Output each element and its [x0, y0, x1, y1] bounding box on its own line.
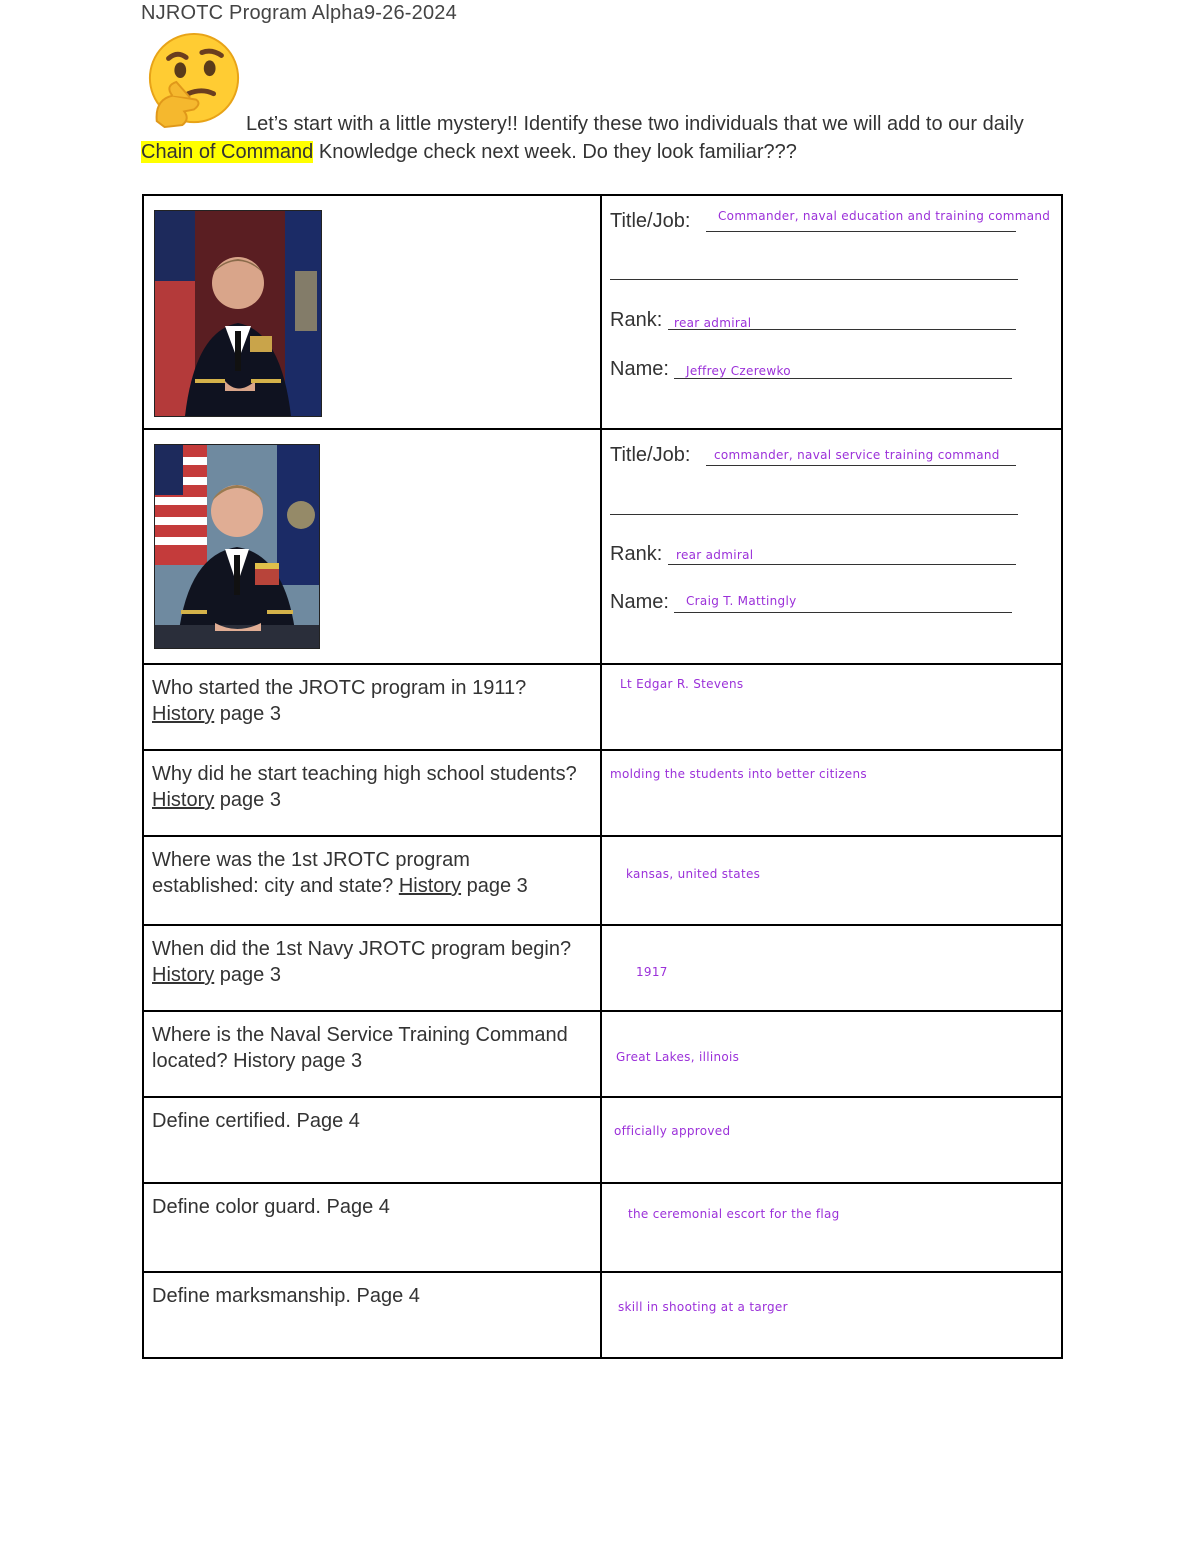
history-link[interactable]: History [398, 875, 462, 897]
officer-photo-1 [154, 210, 322, 417]
title-job-label: Title/Job: [610, 210, 691, 232]
intro-text-end: Knowledge check next week. Do they look familiar??? [313, 141, 797, 163]
history-link[interactable]: History [152, 789, 215, 811]
answer-text[interactable]: officially approved [614, 1124, 731, 1138]
officer-info-cell [601, 429, 1062, 664]
answer-text[interactable]: Lt Edgar R. Stevens [620, 677, 744, 691]
name-line [674, 378, 1012, 379]
intro-text: Let’s start with a little mystery!! Identify these two individuals that we will add to our daily [246, 113, 1024, 135]
question-row [143, 750, 1062, 836]
answer-text[interactable]: the ceremonial escort for the flag [628, 1207, 840, 1221]
answer-text[interactable]: Great Lakes, illinois [616, 1050, 740, 1064]
question-row [143, 836, 1062, 925]
officer-1-rank-answer[interactable]: rear admiral [674, 316, 752, 330]
question-row [143, 1272, 1062, 1358]
officer-row [143, 195, 1062, 429]
question-row [143, 1097, 1062, 1183]
title-job-line [706, 465, 1016, 466]
officer-info-cell [601, 195, 1062, 429]
officer-2-title-answer[interactable]: commander, naval service training command [714, 448, 1000, 462]
rank-field [610, 543, 662, 566]
name-line [674, 612, 1012, 613]
rank-field [610, 309, 662, 332]
title-job-label: Title/Job: [610, 444, 691, 466]
question-text: Why did he start teaching high school students? History page 3 [152, 763, 577, 811]
name-field [610, 591, 669, 614]
answer-text[interactable]: kansas, united states [626, 867, 761, 881]
officer-photo-cell [143, 429, 601, 664]
question-text: Who started the JROTC program in 1911? History page 3 [152, 677, 527, 725]
question-text: Define marksmanship. Page 4 [152, 1285, 420, 1307]
worksheet-table [142, 194, 1063, 1359]
question-text: Define color guard. Page 4 [152, 1196, 390, 1218]
officer-photo-cell [143, 195, 601, 429]
question-text: When did the 1st Navy JROTC program begin? History page 3 [152, 938, 572, 986]
officer-photo-2 [154, 444, 320, 649]
answer-text[interactable]: 1917 [636, 965, 668, 979]
answer-text[interactable]: molding the students into better citizens [610, 767, 867, 781]
officer-2-name-answer[interactable]: Craig T. Mattingly [686, 594, 797, 608]
answer-text[interactable]: skill in shooting at a targer [618, 1300, 788, 1314]
officer-row [143, 429, 1062, 664]
question-text: Define certified. Page 4 [152, 1110, 360, 1132]
question-row [143, 1183, 1062, 1272]
title-job-line-2 [610, 279, 1018, 280]
title-job-field [610, 210, 690, 233]
officer-1-title-answer[interactable]: Commander, naval education and training command [718, 209, 1051, 223]
history-link[interactable]: History [152, 703, 215, 725]
rank-line [668, 564, 1016, 565]
question-row [143, 925, 1062, 1011]
question-text: Where was the 1st JROTC program established: city and state? History page 3 [152, 849, 528, 897]
name-label: Name: [610, 358, 669, 380]
officer-1-name-answer[interactable]: Jeffrey Czerewko [686, 364, 791, 378]
chain-of-command-highlight: Chain of Command [141, 141, 314, 163]
title-job-line [706, 231, 1016, 232]
title-job-line-2 [610, 514, 1018, 515]
document-header: NJROTC Program Alpha9-26-2024 [141, 2, 457, 24]
question-row [143, 664, 1062, 750]
rank-label: Rank: [610, 543, 663, 565]
title-job-field [610, 444, 690, 467]
name-field [610, 358, 669, 381]
officer-2-rank-answer[interactable]: rear admiral [676, 548, 754, 562]
name-label: Name: [610, 591, 669, 613]
question-row [143, 1011, 1062, 1097]
intro-paragraph [141, 110, 1061, 166]
question-text: Where is the Naval Service Training Command located? History page 3 [152, 1024, 568, 1072]
history-link[interactable]: History [152, 964, 215, 986]
rank-label: Rank: [610, 309, 663, 331]
